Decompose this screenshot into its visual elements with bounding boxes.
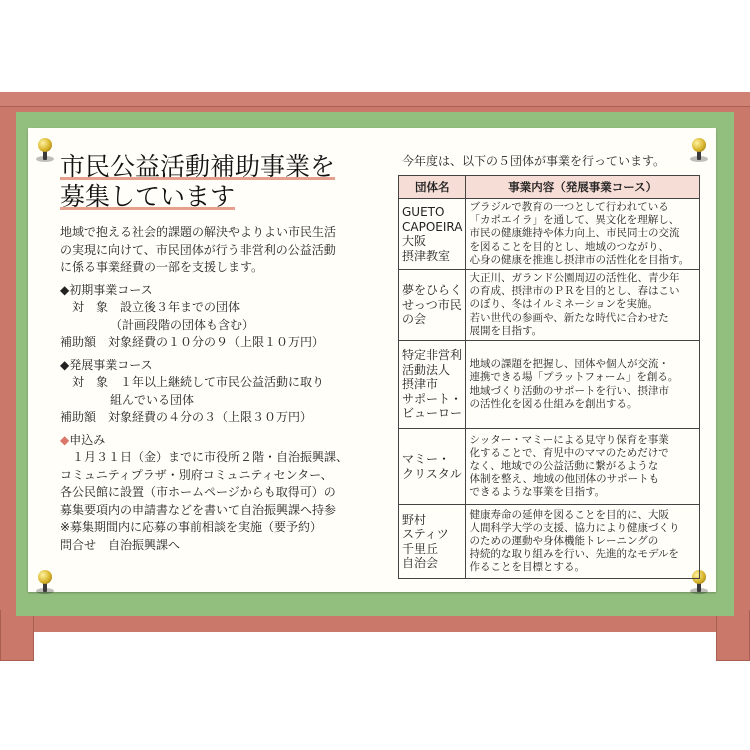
project-content-line: のぼり、冬はイルミネーションを実施。 — [469, 298, 659, 311]
project-content — [466, 199, 700, 270]
project-content-line: 人間科学大学の支援、協力により健康づくり — [469, 521, 680, 534]
target-value: 設立後３年までの団体 — [120, 300, 241, 314]
section-heading: ◆初期事業コース — [60, 282, 153, 297]
target-value-cont: （計画段階の団体も含む） — [110, 317, 255, 332]
column-header: 団体名 — [399, 176, 466, 199]
pushpin-icon — [690, 138, 708, 162]
table-intro: 今年度は、以下の５団体が事業を行っています。 — [402, 154, 666, 168]
column-header: 事業内容（発展事業コース） — [466, 176, 700, 199]
amount-label: 補助額 — [60, 410, 97, 424]
intro-line: 地域で抱える社会的課題の解決やよりよい市民生活 — [60, 225, 337, 239]
development-course — [60, 357, 360, 427]
organization-name-line: サポート・ — [402, 391, 463, 406]
target-label: 対 象 — [72, 375, 109, 389]
project-content — [466, 505, 700, 579]
table-row — [399, 341, 700, 429]
organization-name-line: 千里丘 — [402, 541, 439, 556]
project-content-line: 地域づくり活動のサポートを行い、摂津市 — [469, 384, 669, 397]
amount-value: 対象経費の４分の３（上限３０万円） — [108, 410, 313, 424]
project-content-line: できるような事業を目指す。 — [469, 486, 606, 499]
amount-label: 補助額 — [60, 335, 97, 349]
table-header-row — [399, 176, 700, 199]
title-line: 市民公益活動補助事業を — [60, 152, 336, 181]
organization-name-line: 大阪 — [402, 234, 427, 248]
project-content-line: 若い世代の参画や、新たな時代に合わせた — [469, 311, 669, 324]
table-row — [399, 505, 700, 579]
amount-row — [60, 409, 360, 427]
organization-name — [399, 270, 466, 341]
pushpin-icon — [36, 138, 54, 162]
apply-line: 各公民館に設置（市ホームページからも取得可）の — [60, 485, 336, 499]
table-row — [399, 429, 700, 505]
organization-name — [399, 341, 466, 429]
section-heading — [60, 432, 360, 450]
organization-name — [399, 429, 466, 505]
apply-line: 募集要項内の申請書などを書いて自治振興課へ持参 — [60, 502, 337, 517]
organization-name-line: の会 — [402, 312, 427, 327]
details-column — [60, 224, 360, 554]
organization-name-line: スティツ — [402, 527, 449, 542]
project-content-line: の育成、摂津市のＰＲを目的とし、春はこい — [469, 285, 680, 298]
project-content-line: 地域の課題を把握し、団体や個人が交流・ — [469, 358, 669, 371]
organization-name-line: 摂津市 — [402, 377, 439, 392]
application-section — [60, 432, 360, 555]
organization-name-line: 自治会 — [402, 556, 439, 571]
organization-name-line: 摂津教室 — [402, 248, 451, 263]
project-content — [466, 341, 700, 429]
project-content-line: 大正川、ガランド公園周辺の活性化、青少年 — [469, 272, 680, 285]
project-content-line: 化することで、育児中のママのためだけで — [469, 446, 669, 459]
board-leg-right — [716, 610, 750, 661]
organization-name-line: マミー・ — [402, 452, 451, 467]
amount-row — [60, 334, 360, 352]
organization-name-line: ビューロー — [402, 406, 463, 421]
project-content-line: シッター・マミーによる見守り保育を事業 — [469, 433, 669, 446]
project-content-line: の活性化を図る仕組みを創出する。 — [469, 397, 638, 410]
project-content-line: 展開を目指す。 — [469, 324, 543, 337]
organization-name-line: 活動法人 — [402, 362, 451, 377]
organization-table — [398, 175, 700, 579]
project-content-line: 連携できる場「プラットフォーム」を創る。 — [469, 371, 679, 384]
initial-course — [60, 282, 360, 352]
pushpin-icon — [36, 570, 54, 594]
target-label: 対 象 — [72, 300, 109, 314]
project-content-line: 作ることを目標とする。 — [469, 561, 585, 574]
apply-heading: 申込み — [69, 432, 106, 447]
table-row — [399, 199, 700, 270]
project-content-line: 体制を整え、地域の他団体のサポートも — [469, 473, 660, 486]
target-value: １年以上継続して市民公益活動に取り — [120, 375, 325, 389]
organization-name-line: GUETO — [402, 205, 445, 219]
project-content — [466, 270, 700, 341]
apply-line: コミュニティプラザ・別府コミュニティセンター、 — [60, 467, 333, 482]
intro-line: の実現に向けて、市民団体が行う非営利の公益活動 — [60, 242, 336, 257]
project-content-line: 市民の健康維持や体力向上、市民同士の交流 — [469, 227, 680, 240]
project-content-line: ブラジルで教育の一つとして行われている — [469, 201, 669, 213]
organization-name-line: 野村 — [402, 512, 427, 527]
project-content-line: 健康寿命の延伸を図ることを目的に、大阪 — [469, 508, 669, 521]
intro-line: に係る事業経費の一部を支援します。 — [60, 260, 264, 274]
amount-value: 対象経費の１０分の９（上限１０万円） — [108, 335, 325, 349]
organization-name — [399, 199, 466, 270]
project-content-line: 持続的な取り組みを行い、先進的なモデルを — [469, 548, 679, 561]
diamond-icon: ◆ — [60, 432, 70, 447]
organization-name-line: せっつ市民 — [402, 297, 462, 312]
target-row — [60, 299, 360, 317]
project-content — [466, 429, 700, 505]
board-leg-left — [0, 610, 34, 661]
board-frame-top — [0, 92, 750, 107]
project-content-line: を図ることを目的とし、地域のつながり、 — [469, 240, 669, 253]
target-value-cont: 組んでいる団体 — [110, 392, 195, 407]
project-content-line: なく、地域での公益活動に繋がるような — [469, 459, 659, 472]
organization-name-line: 特定非営利 — [402, 348, 463, 363]
table-row — [399, 270, 700, 341]
organization-name-line: クリスタル — [402, 466, 462, 481]
apply-line: ※募集期間内に応募の事前相談を実施（要予約） — [60, 520, 323, 534]
organization-name-line: CAPOEIRA — [402, 219, 463, 234]
project-content-line: 「カポエイラ」を通して、異文化を理解し、 — [469, 214, 680, 227]
contact-line: 問合せ 自治振興課へ — [60, 537, 181, 552]
organization-name-line: 夢をひらく — [402, 283, 463, 298]
target-row — [60, 374, 360, 392]
title-line: 募集しています — [60, 182, 236, 211]
project-content-line: のための運動や身体機能トレーニングの — [469, 534, 659, 547]
section-heading: ◆発展事業コース — [60, 357, 153, 372]
page-title — [60, 152, 335, 212]
apply-line: １月３１日（金）までに市役所２階・自治振興課、 — [72, 450, 349, 464]
intro-text — [60, 224, 360, 277]
organization-name — [399, 505, 466, 579]
project-content-line: 心身の健康を推進し摂津市の活性化を目指す。 — [469, 253, 690, 266]
